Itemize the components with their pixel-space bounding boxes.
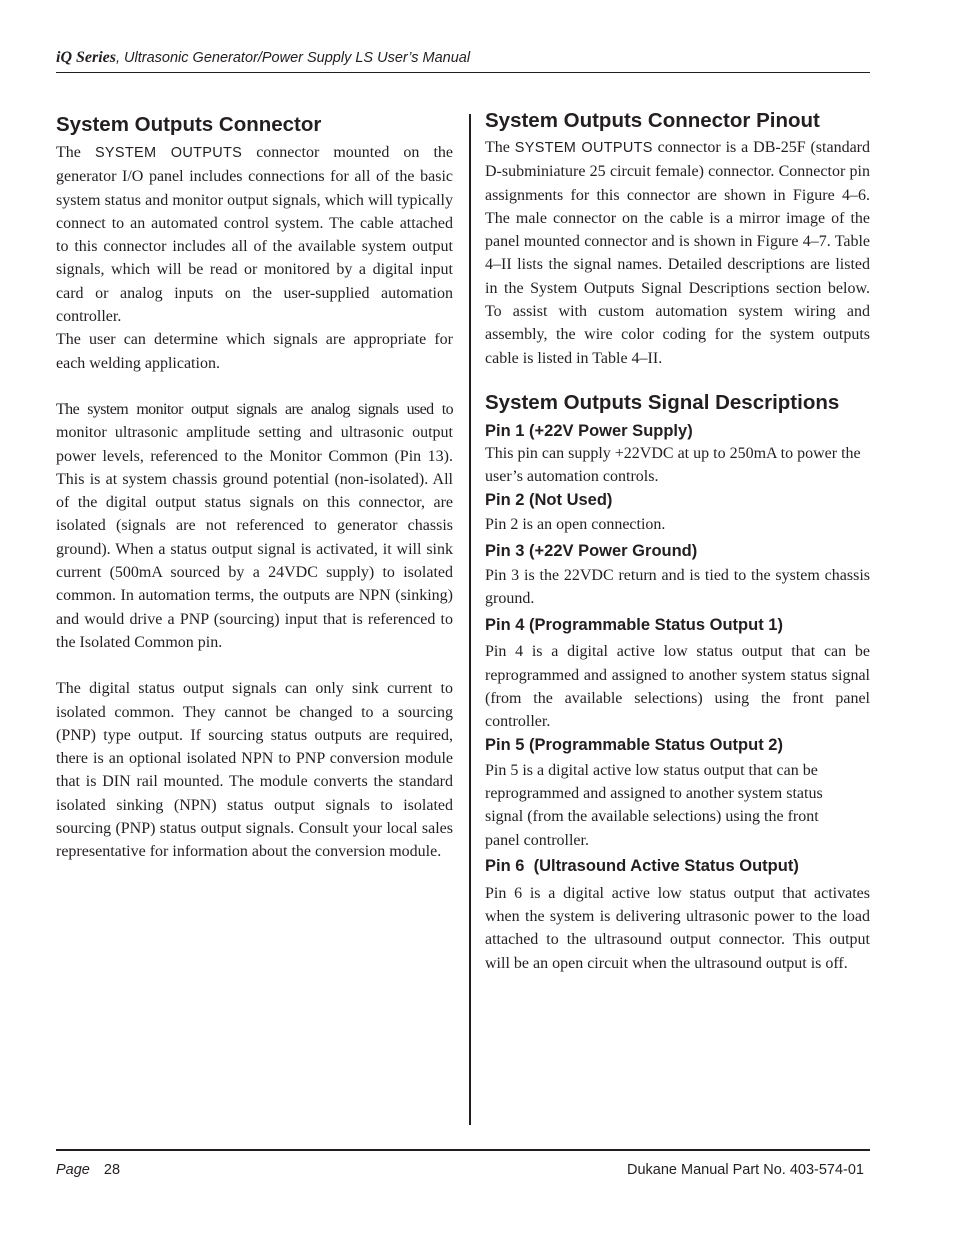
- pin-3-text: Pin 3 is the 22VDC return and is tied to the system chassis ground.: [485, 566, 870, 608]
- paragraph-monitor-signals: [56, 398, 453, 654]
- section-heading-signal-descriptions: System Outputs Signal Descriptions: [485, 390, 840, 414]
- footer-rule: [56, 1149, 870, 1151]
- pin-1-title: Pin 1 (+22V Power Supply): [485, 421, 693, 440]
- pin-4-title: Pin 4 (Programmable Status Output 1): [485, 616, 783, 635]
- page-number-value: 28: [103, 1162, 121, 1178]
- pin-3-title: Pin 3 (+22V Power Ground): [485, 541, 698, 560]
- pinout-term: SYSTEM OUTPUTS: [514, 140, 653, 156]
- page-number: [56, 1162, 120, 1178]
- header-rule: [56, 72, 870, 73]
- pin-2-title: Pin 2 (Not Used): [485, 490, 613, 509]
- intro-post: connector mounted on the generator I/O panel includes connections for all of the basic system status and monitor output signals, which will typically connect to an automated control system. The cable attached to this connector includes all of the available system output signals, which will be read or monitored by a digital input card or analog inputs on the user-supplied automation controller.: [56, 144, 453, 326]
- section-heading-system-outputs-connector: System Outputs Connector: [56, 113, 322, 136]
- paragraph-intro: [56, 141, 453, 328]
- pin-1-text: This pin can supply +22VDC at up to 250mA to power the user’s automation controls.: [485, 444, 861, 486]
- running-header: [56, 49, 870, 67]
- pin-2-text: Pin 2 is an open connection.: [485, 515, 666, 533]
- monitor-first-line: The system monitor output signals are analog signals used to: [56, 400, 453, 418]
- right-column: [485, 108, 870, 975]
- pin-5-title: Pin 5 (Programmable Status Output 2): [485, 735, 783, 754]
- column-divider: [469, 114, 471, 1125]
- header-title: , Ultrasonic Generator/Power Supply LS User’s Manual: [116, 50, 471, 66]
- header-series: iQ Series: [56, 49, 116, 66]
- page-label: Page: [56, 1162, 90, 1178]
- intro-term: SYSTEM OUTPUTS: [94, 145, 243, 161]
- left-column: [56, 108, 453, 864]
- pin-6-title: Pin 6 (Ultrasound Active Status Output): [485, 856, 799, 875]
- pinout-post: connector is a DB-25F (standard D-subminiature 25 circuit female) connector. Connector pin assignments for this connector are shown in Figure 4–6. The male connector on the cable is a mirror image of the panel mounted connector and is shown in Figure 4–7. Table 4–II lists the signal names. Detailed descriptions are listed in the System Outputs Signal Descriptions section below. To assist with custom automation system wiring and assembly, the wire color coding for the system outputs cable is listed in Table 4–II.: [485, 139, 871, 367]
- manual-part-number: Dukane Manual Part No. 403-574-01: [627, 1162, 864, 1178]
- paragraph-user-determine: The user can determine which signals are appropriate for each welding application.: [56, 331, 453, 372]
- paragraph-digital-status: The digital status output signals can only sink current to isolated common. They cannot be changed to a sourcing (PNP) type output. If sourcing status outputs are required, there is an optional isolated NPN to PNP conversion module that is DIN rail mounted. The module converts the standard isolated sinking (NPN) status output signals to isolated sourcing (PNP) status output signals. Consult your local sales representative for information about the conversion module.: [56, 680, 453, 861]
- pin-4-text: Pin 4 is a digital active low status output that can be reprogrammed and assigned to another system status signal (from the available selections) using the front panel controller.: [485, 643, 870, 731]
- monitor-rest: monitor ultrasonic amplitude setting and ultrasonic output power levels, referenced to the Monitor Common (Pin 13). This is at system chassis ground potential (non-isolated). All of the digital output status signals on this connector, are isolated (signals are not referenced to generator chassis ground). When a status output signal is activated, it will sink current (500mA sourced by a 24VDC supply) to isolated common. In automation terms, the outputs are NPN (sinking) and would drive a PNP (sourcing) input that is referenced to the Isolated Common pin.: [56, 424, 453, 651]
- section-heading-pinout: System Outputs Connector Pinout: [485, 109, 820, 132]
- intro-pre: The: [56, 144, 95, 161]
- pin-5-text: Pin 5 is a digital active low status output that can be reprogrammed and assigned to another system status signal (from the available selections) using the front panel controller.: [485, 761, 823, 849]
- paragraph-pinout: [485, 136, 870, 370]
- pin-6-text: Pin 6 is a digital active low status output that activates when the system is delivering ultrasonic power to the load attached to the ultrasound output connector. This output will be an open circuit when the ultrasound output is off.: [485, 884, 870, 972]
- pinout-pre: The: [485, 139, 515, 156]
